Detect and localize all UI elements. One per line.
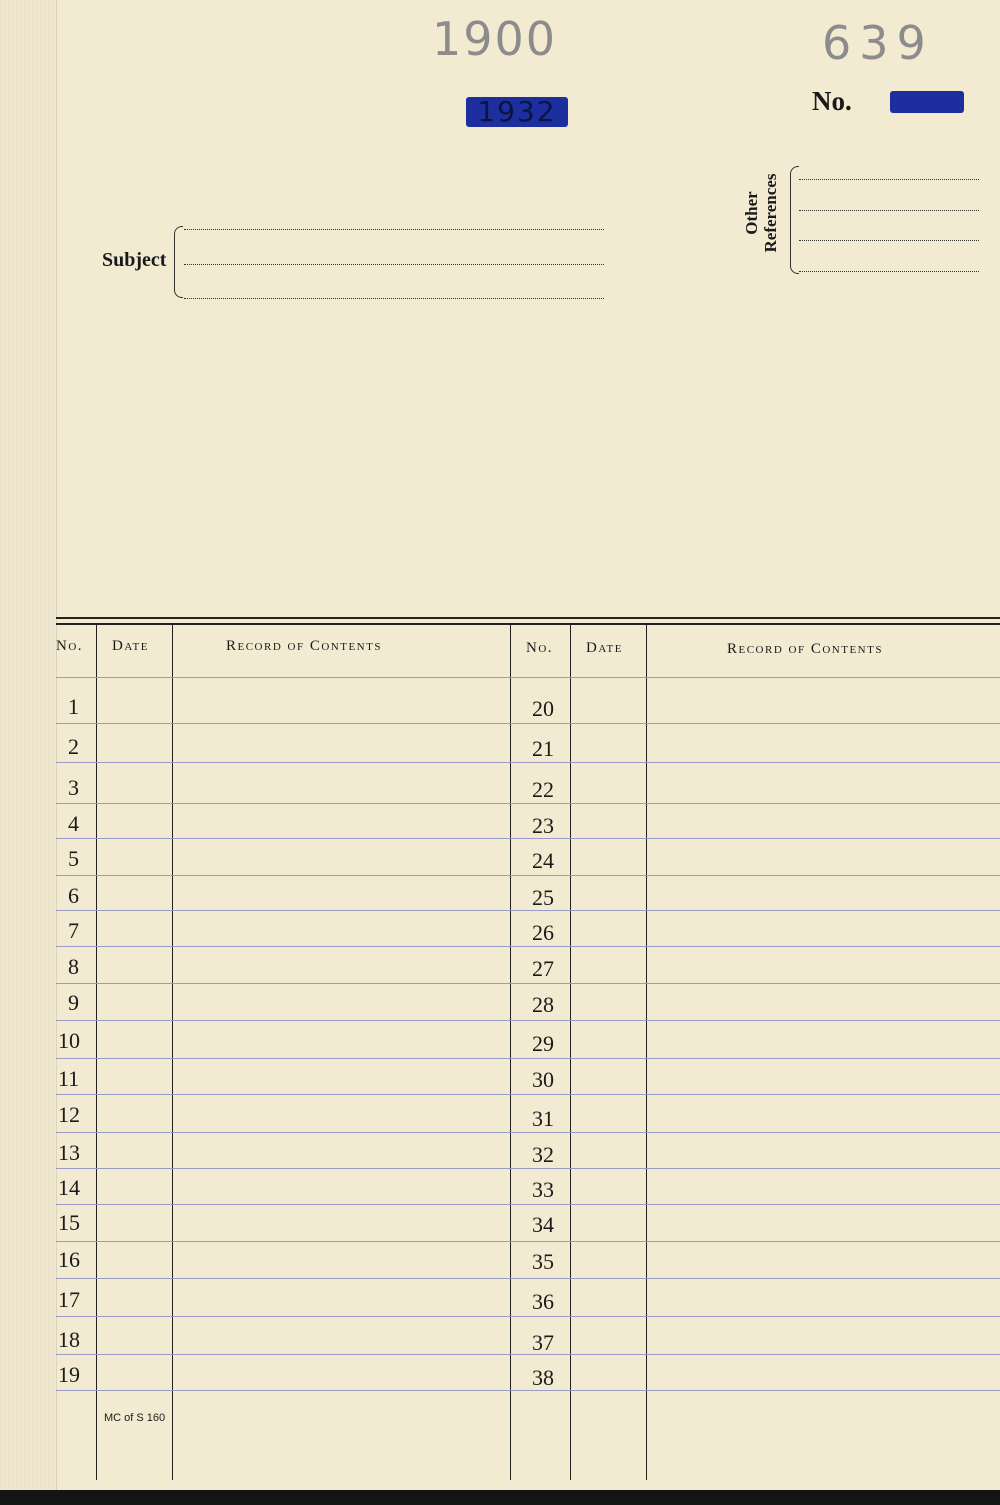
- col-divider-center: [510, 625, 511, 1480]
- row-number-right: 34: [532, 1212, 554, 1237]
- other-ref-line-1: [799, 179, 979, 180]
- col-divider-date-right: [570, 625, 571, 1480]
- other-references-line-1: Other: [742, 191, 761, 235]
- row-number-left: 8: [68, 954, 79, 979]
- row-rule: [56, 1316, 1000, 1317]
- header-date-left: Date: [112, 638, 149, 654]
- subject-brace: [174, 226, 183, 298]
- row-number-left: 5: [68, 846, 79, 871]
- col-divider-date-left: [96, 625, 97, 1480]
- table-top-rule-2: [56, 623, 1000, 625]
- row-number-right: 37: [532, 1330, 554, 1355]
- stamped-year: 1900: [432, 12, 558, 66]
- row-number-left: 14: [58, 1175, 80, 1200]
- row-number-left: 17: [58, 1287, 80, 1312]
- row-number-right: 36: [532, 1289, 554, 1314]
- scan-edge: [0, 1490, 1000, 1505]
- row-number-left: 12: [58, 1102, 80, 1127]
- row-rule: [56, 803, 1000, 804]
- row-number-right: 26: [532, 920, 554, 945]
- row-number-right: 21: [532, 736, 554, 761]
- row-rule: [56, 1094, 1000, 1095]
- form-code: MC of S 160: [104, 1412, 166, 1424]
- row-number-right: 33: [532, 1177, 554, 1202]
- other-references-line-2: References: [761, 173, 780, 253]
- row-rule: [56, 1241, 1000, 1242]
- subject-line-1: [184, 229, 604, 230]
- row-number-left: 6: [68, 883, 79, 908]
- row-rule: [56, 1020, 1000, 1021]
- header-record-left: Record of Contents: [226, 638, 382, 654]
- header-no-right: No.: [526, 640, 554, 656]
- row-number-right: 31: [532, 1106, 554, 1131]
- row-number-left: 2: [68, 734, 79, 759]
- row-rule: [56, 677, 1000, 678]
- row-number-right: 22: [532, 777, 554, 802]
- subject-line-2: [184, 264, 604, 265]
- col-divider-record-left: [172, 625, 173, 1480]
- row-number-right: 24: [532, 848, 554, 873]
- row-rule: [56, 1058, 1000, 1059]
- other-ref-line-4: [799, 271, 979, 272]
- row-number-right: 38: [532, 1365, 554, 1390]
- row-number-left: 13: [58, 1140, 80, 1165]
- row-rule: [56, 1278, 1000, 1279]
- subject-line-3: [184, 298, 604, 299]
- row-number-left: 18: [58, 1327, 80, 1352]
- row-rule: [56, 1390, 1000, 1391]
- row-rule: [56, 1204, 1000, 1205]
- other-references-brace: [790, 166, 799, 274]
- row-number-right: 23: [532, 813, 554, 838]
- row-rule: [56, 983, 1000, 984]
- table-top-rule: [56, 617, 1000, 619]
- row-rule: [56, 762, 1000, 763]
- row-rule: [56, 838, 1000, 839]
- redacted-year-label: 1932: [466, 97, 568, 127]
- row-number-right: 27: [532, 956, 554, 981]
- row-number-left: 9: [68, 990, 79, 1015]
- header-date-right: Date: [586, 640, 623, 656]
- row-number-left: 16: [58, 1247, 80, 1272]
- other-references-label: [742, 158, 780, 268]
- row-rule: [56, 875, 1000, 876]
- other-ref-line-3: [799, 240, 979, 241]
- row-number-left: 15: [58, 1210, 80, 1235]
- row-rule: [56, 1132, 1000, 1133]
- row-number-left: 3: [68, 775, 79, 800]
- row-number-right: 25: [532, 885, 554, 910]
- other-ref-line-2: [799, 210, 979, 211]
- row-rule: [56, 910, 1000, 911]
- row-number-right: 28: [532, 992, 554, 1017]
- row-number-left: 11: [58, 1066, 80, 1091]
- row-number-left: 10: [58, 1028, 80, 1053]
- row-rule: [56, 1354, 1000, 1355]
- row-number-right: 29: [532, 1031, 554, 1056]
- number-label: No.: [812, 86, 852, 116]
- row-number-left: 1: [68, 694, 79, 719]
- row-number-right: 32: [532, 1142, 554, 1167]
- row-number-left: 4: [68, 811, 79, 836]
- col-divider-record-right: [646, 625, 647, 1480]
- row-rule: [56, 723, 1000, 724]
- row-rule: [56, 1168, 1000, 1169]
- row-number-right: 35: [532, 1249, 554, 1274]
- row-rule: [56, 946, 1000, 947]
- row-number-left: 19: [58, 1362, 80, 1387]
- subject-label: Subject: [102, 249, 167, 271]
- row-number-right: 20: [532, 696, 554, 721]
- header-no-left: No.: [56, 638, 84, 654]
- row-number-left: 7: [68, 918, 79, 943]
- binding-spine: [0, 0, 57, 1505]
- stamped-file-number: 639: [822, 16, 934, 70]
- row-number-right: 30: [532, 1067, 554, 1092]
- redacted-number: [890, 91, 964, 113]
- header-record-right: Record of Contents: [727, 641, 883, 657]
